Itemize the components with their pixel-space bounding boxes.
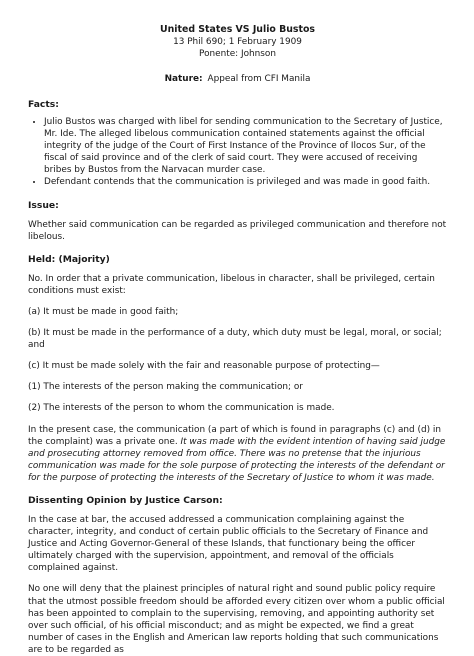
held-intro: No. In order that a private communication, libelous in character, shall be privileged, certain conditions must exist:	[28, 273, 435, 296]
held-condition-c: (c) It must be made solely with the fair and reasonable purpose of protecting—	[28, 361, 380, 372]
nature-label: Nature:	[164, 74, 203, 84]
held-condition-2: (2) The interests of the person to whom the communication is made.	[28, 403, 335, 414]
nature-value: Appeal from CFI Manila	[207, 74, 311, 84]
dissent-paragraph-2: No one will deny that the plainest principles of natural right and sound public policy require that the utmost possible freedom should be afforded every citizen over whom a public official has been appointed to complain to the supervising, removing, and appointing authority set over such official, of his official misconduct; and as might be expected, we find a great number of cases in the English and American law reports holding that such communications are to be regarded as	[28, 584, 445, 655]
case-title: United States VS Julio Bustos	[159, 24, 316, 35]
held-condition-1: (1) The interests of the person making the communication; or	[28, 382, 303, 393]
nature-line	[28, 73, 447, 85]
held-present-case	[28, 424, 447, 484]
held-present-plain: In the present case, the communication (a part of which is found in paragraphs (c) and (d) in the complaint) was a private one.	[28, 424, 441, 447]
facts-item: • Defendant contends that the communication is privileged and was made in good faith.	[44, 176, 447, 188]
facts-heading: Facts:	[28, 99, 59, 110]
held-heading: Held: (Majority)	[28, 253, 110, 265]
facts-item: • Julio Bustos was charged with libel for sending communication to the Secretary of Justice, Mr. Ide. The alleged libelous communication contained statements against the official integrity of the judge of the Court of First Instance of the Province of Ilocos Sur, of the fiscal of said province and of the clerk of said court. They were accused of receiving bribes by Bustos from the Narvacan murder case.	[44, 116, 447, 176]
held-present-italic: It was made with the evident intention of having said judge and prosecuting attorney removed from office. There was no pretense that the injurious communication was made for the sole purpose of protecting the interests of the defendant or for the purpose of protecting the interests of the Secretary of Justice to whom it was made.	[28, 436, 446, 483]
ponente-line: Ponente: Johnson	[199, 49, 276, 59]
dissent-heading: Dissenting Opinion by Justice Carson:	[28, 494, 223, 506]
dissent-paragraph-1: In the case at bar, the accused addressed a communication complaining against the character, integrity, and conduct of certain public officials to the Secretary of Finance and Justice and Acting Governor-General of these Islands, that functionary being the officer ultimately charged with the supervision, appointment, and removal of the officials complained against.	[28, 514, 429, 574]
case-citation: 13 Phil 690; 1 February 1909	[173, 37, 302, 47]
facts-list	[28, 116, 447, 189]
issue-text: Whether said communication can be regarded as privileged communication and therefore not libelous.	[28, 219, 447, 242]
issue-heading: Issue:	[28, 199, 59, 211]
held-condition-b: (b) It must be made in the performance of a duty, which duty must be legal, moral, or social; and	[28, 328, 442, 351]
held-condition-a: (a) It must be made in good faith;	[28, 306, 179, 317]
